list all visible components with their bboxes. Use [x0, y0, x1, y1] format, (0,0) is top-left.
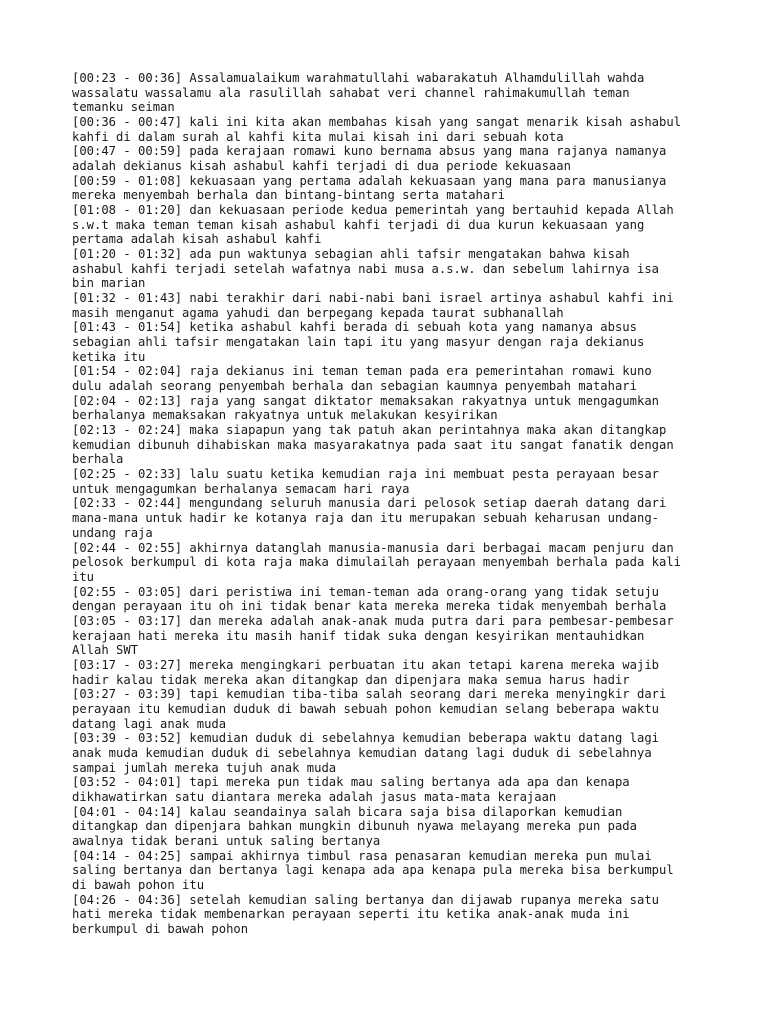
- transcript-line: [04:26 - 04:36] setelah kemudian saling bertanya dan dijawab rupanya mereka satu: [72, 892, 659, 907]
- transcript-line: [00:59 - 01:08] kekuasaan yang pertama adalah kekuasaan yang mana para manusianya: [72, 173, 667, 188]
- transcript-line: [01:54 - 02:04] raja dekianus ini teman teman pada era pemerintahan romawi kuno: [72, 364, 652, 379]
- transcript-line: bin marian: [72, 276, 146, 291]
- transcript-line: [01:43 - 01:54] ketika ashabul kahfi berada di sebuah kota yang namanya absus: [72, 320, 637, 335]
- transcript-line: [03:05 - 03:17] dan mereka adalah anak-anak muda putra dari para pembesar-pembesar: [72, 613, 674, 628]
- transcript-line: dulu adalah seorang penyembah berhala dan sebagian kaumnya penyembah matahari: [72, 379, 637, 394]
- transcript-line: [01:32 - 01:43] nabi terakhir dari nabi-nabi bani israel artinya ashabul kahfi ini: [72, 291, 674, 306]
- transcript-line: [03:39 - 03:52] kemudian duduk di sebelahnya kemudian beberapa waktu datang lagi: [72, 731, 659, 746]
- transcript-line: Allah SWT: [72, 643, 139, 658]
- transcript-line: s.w.t maka teman teman kisah ashabul kahfi terjadi di dua kurun kekuasaan yang: [72, 217, 645, 232]
- transcript-line: berhalanya memaksakan rakyatnya untuk melakukan kesyirikan: [72, 408, 498, 423]
- transcript-line: di bawah pohon itu: [72, 877, 205, 892]
- transcript-line: datang lagi anak muda: [72, 716, 227, 731]
- transcript-line: pertama adalah kisah ashabul kahfi: [72, 232, 322, 247]
- transcript-line: [02:55 - 03:05] dari peristiwa ini teman-teman ada orang-orang yang tidak setuju: [72, 584, 659, 599]
- transcript-line: [02:13 - 02:24] maka siapapun yang tak patuh akan perintahnya maka akan ditangkap: [72, 423, 667, 438]
- transcript-line: dengan perayaan itu oh ini tidak benar kata mereka mereka tidak menyembah berhala: [72, 599, 667, 614]
- transcript-line: ashabul kahfi terjadi setelah wafatnya nabi musa a.s.w. dan sebelum lahirnya isa: [72, 261, 659, 276]
- transcript-line: adalah dekianus kisah ashabul kahfi terjadi di dua periode kekuasaan: [72, 159, 571, 174]
- transcript-line: [01:20 - 01:32] ada pun waktunya sebagian ahli tafsir mengatakan bahwa kisah: [72, 247, 630, 262]
- transcript-line: [02:04 - 02:13] raja yang sangat diktator memaksakan rakyatnya untuk mengagumkan: [72, 393, 659, 408]
- transcript-line: ditangkap dan dipenjara bahkan mungkin dibunuh nyawa melayang mereka pun pada: [72, 819, 637, 834]
- transcript-line: wassalatu wassalamu ala rasulillah sahabat veri channel rahimakumullah teman: [72, 85, 630, 100]
- transcript-line: kahfi di dalam surah al kahfi kita mulai kisah ini dari sebuah kota: [72, 129, 564, 144]
- transcript-line: [02:33 - 02:44] mengundang seluruh manusia dari pelosok setiap daerah datang dari: [72, 496, 667, 511]
- transcript-line: perayaan itu kemudian duduk di bawah sebuah pohon kemudian selang beberapa waktu: [72, 701, 659, 716]
- transcript-line: [02:44 - 02:55] akhirnya datanglah manusia-manusia dari berbagai macam penjuru dan: [72, 540, 674, 555]
- transcript-line: itu: [72, 569, 95, 584]
- transcript-line: kemudian dibunuh dihabiskan maka masyarakatnya pada saat itu sangat fanatik dengan: [72, 437, 674, 452]
- transcript-line: [04:01 - 04:14] kalau seandainya salah bicara saja bisa dilaporkan kemudian: [72, 804, 623, 819]
- transcript-line: sampai jumlah mereka tujuh anak muda: [72, 760, 337, 775]
- transcript-line: [00:23 - 00:36] Assalamualaikum warahmatullahi wabarakatuh Alhamdulillah wahda: [72, 71, 645, 85]
- transcript-line: [02:25 - 02:33] lalu suatu ketika kemudian raja ini membuat pesta perayaan besar: [72, 467, 659, 482]
- transcript-line: undang raja: [72, 525, 153, 540]
- transcript-line: [01:08 - 01:20] dan kekuasaan periode kedua pemerintah yang bertauhid kepada Allah: [72, 203, 674, 218]
- transcript-line: sebagian ahli tafsir mengatakan lain tapi itu yang masyur dengan raja dekianus: [72, 335, 645, 350]
- transcript-line: [03:52 - 04:01] tapi mereka pun tidak mau saling bertanya ada apa dan kenapa: [72, 775, 630, 790]
- transcript-line: [03:27 - 03:39] tapi kemudian tiba-tiba salah seorang dari mereka menyingkir dari: [72, 687, 667, 702]
- transcript-line: [04:14 - 04:25] sampai akhirnya timbul rasa penasaran kemudian mereka pun mulai: [72, 848, 652, 863]
- transcript-line: awalnya tidak berani untuk saling bertanya: [72, 833, 381, 848]
- transcript-line: mana-mana untuk hadir ke kotanya raja dan itu merupakan sebuah keharusan undang-: [72, 511, 659, 526]
- transcript-line: kerajaan hati mereka itu masih hanif tidak suka dengan kesyirikan mentauhidkan: [72, 628, 645, 643]
- transcript-line: masih menganut agama yahudi dan berpegang kepada taurat subhanallah: [72, 305, 564, 320]
- transcript-page: [72, 71, 702, 937]
- transcript-line: [03:17 - 03:27] mereka mengingkari perbuatan itu akan tetapi karena mereka wajib: [72, 657, 659, 672]
- transcript-line: saling bertanya dan bertanya lagi kenapa ada apa kenapa pula mereka bisa berkumpul: [72, 863, 674, 878]
- transcript-line: untuk mengagumkan berhalanya semacam hari raya: [72, 481, 410, 496]
- transcript-line: anak muda kemudian duduk di sebelahnya kemudian datang lagi duduk di sebelahnya: [72, 745, 652, 760]
- transcript-line: [00:47 - 00:59] pada kerajaan romawi kuno bernama absus yang mana rajanya namanya: [72, 144, 667, 159]
- transcript-line: [00:36 - 00:47] kali ini kita akan membahas kisah yang sangat menarik kisah ashabul: [72, 115, 682, 130]
- transcript-line: hadir kalau tidak mereka akan ditangkap dan dipenjara maka semua harus hadir: [72, 672, 630, 687]
- transcript-line: berkumpul di bawah pohon: [72, 921, 249, 936]
- transcript-line: berhala: [72, 452, 124, 467]
- transcript-line: dikhawatirkan satu diantara mereka adalah jasus mata-mata kerajaan: [72, 789, 557, 804]
- transcript-line: ketika itu: [72, 349, 146, 364]
- transcript-line: temanku seiman: [72, 100, 175, 115]
- transcript-line: mereka menyembah berhala dan bintang-bintang serta matahari: [72, 188, 505, 203]
- transcript-line: hati mereka tidak membenarkan perayaan seperti itu ketika anak-anak muda ini: [72, 907, 630, 922]
- transcript-line: pelosok berkumpul di kota raja maka dimulailah perayaan menyembah berhala pada kali: [72, 555, 682, 570]
